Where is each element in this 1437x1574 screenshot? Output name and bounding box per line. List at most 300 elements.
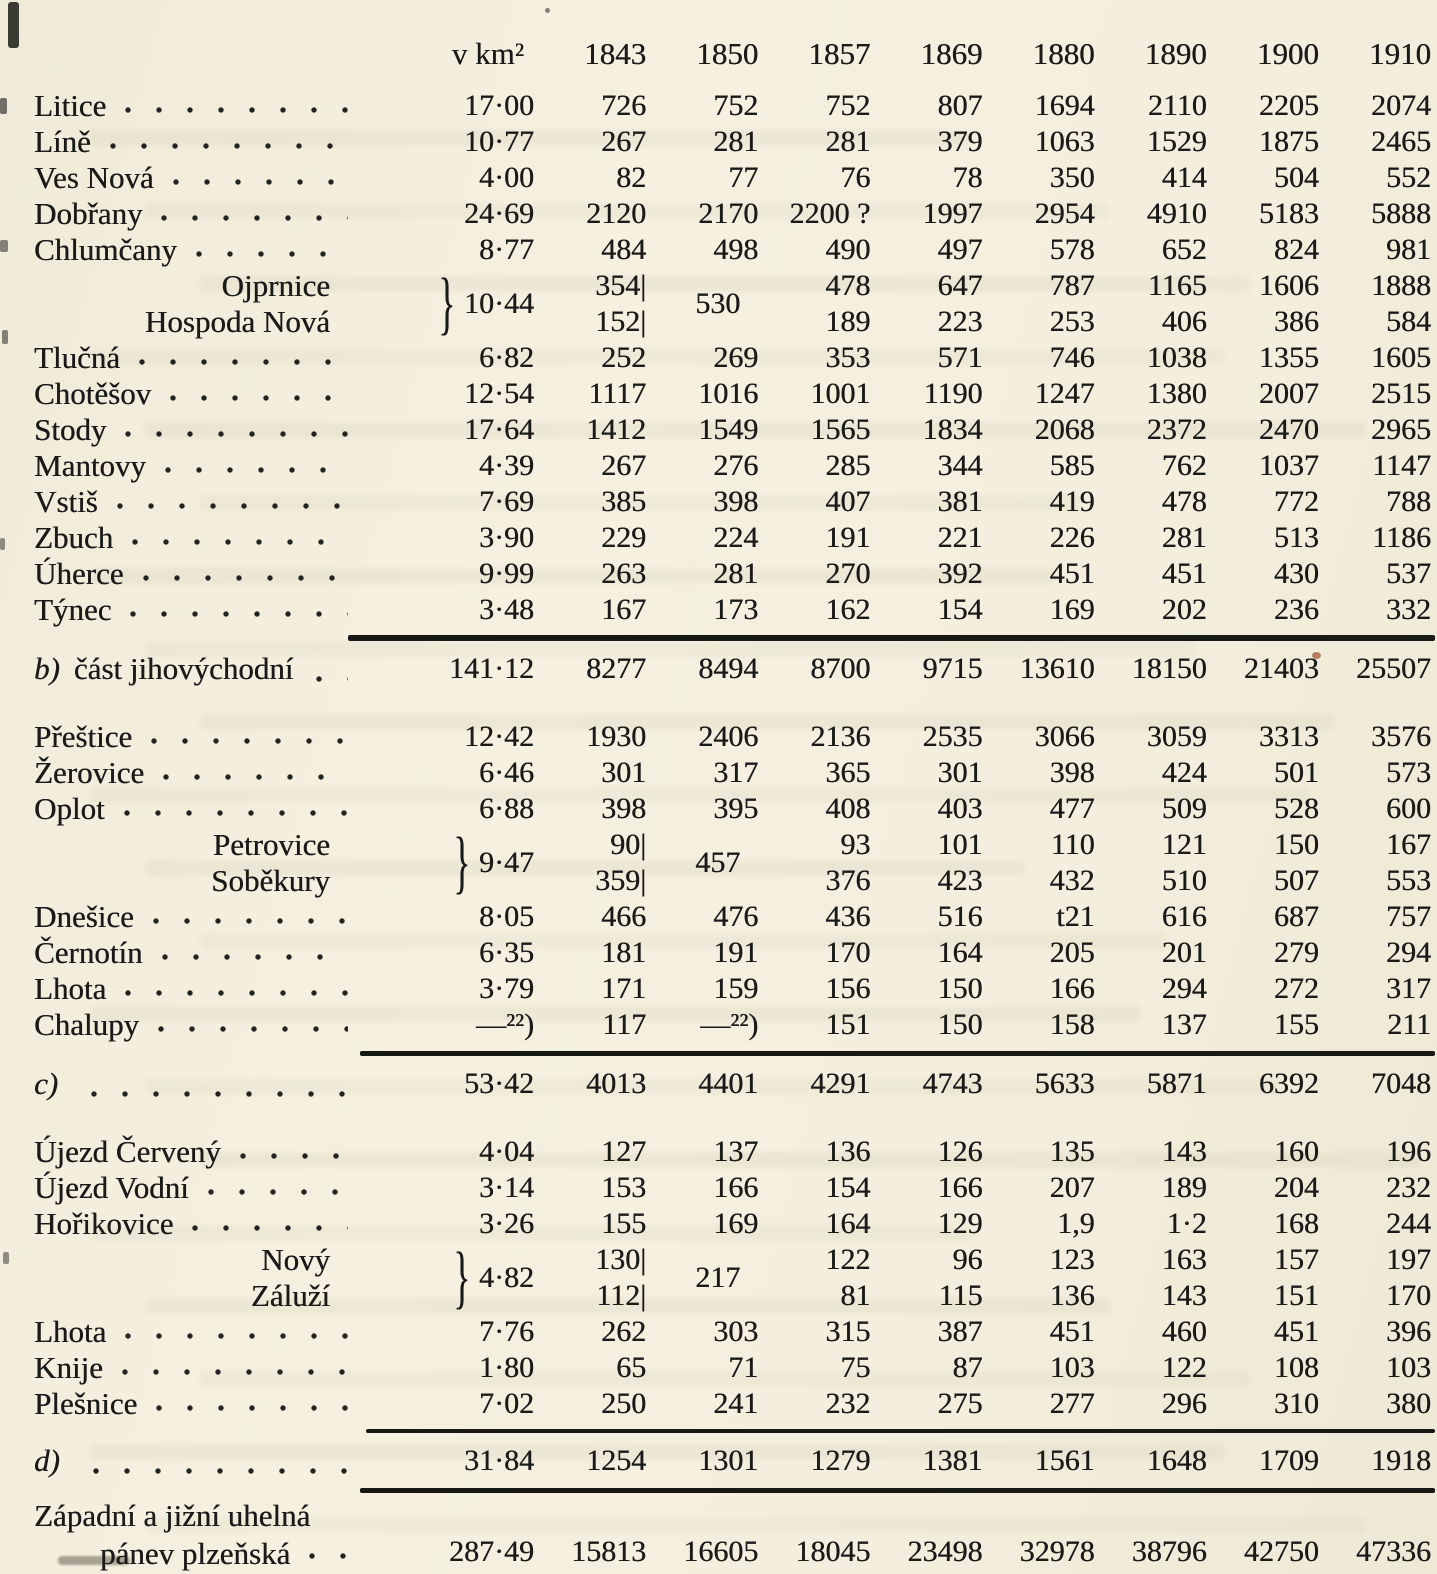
table-row [0, 971, 1437, 1007]
table-row [0, 1206, 1437, 1242]
year-column-header: 1857 [808, 36, 871, 71]
cell-value: 250 [601, 1387, 647, 1420]
cell-value: 244 [1386, 1207, 1431, 1240]
year-column-header: 1843 [584, 36, 647, 71]
cell-value: 1606 [1258, 269, 1319, 302]
table-row [0, 1007, 1437, 1043]
cell-value: 4910 [1146, 197, 1207, 230]
cell-value: 9715 [922, 652, 983, 685]
cell-value: 2965 [1371, 413, 1431, 446]
cell-value: 2465 [1371, 125, 1431, 158]
place-name: Lhota [34, 1314, 107, 1349]
cell-value: 154 [937, 593, 983, 626]
pair-first-year-cell [540, 827, 652, 899]
place-name-cell [0, 160, 360, 196]
pair-year-cell [1213, 827, 1325, 899]
cell-value: 16605 [683, 1535, 759, 1568]
cell-value: 398 [601, 792, 647, 825]
cell-value: 2372 [1146, 413, 1207, 446]
cell-value: 196 [1386, 1135, 1431, 1168]
cell-value: 171 [601, 972, 647, 1005]
table-row [0, 340, 1437, 376]
place-name-cell [0, 1350, 360, 1386]
cell-value: 8·77 [479, 233, 534, 266]
cell-value: 136 [1049, 1279, 1095, 1312]
place-name: Soběkury [211, 863, 330, 898]
place-name: Mantovy [34, 448, 146, 483]
summary-row [0, 648, 1437, 690]
cell-value: 17·64 [464, 413, 534, 446]
cell-value: 115 [938, 1279, 983, 1312]
cell-value: 167 [1386, 828, 1431, 861]
cell-value: 294 [1161, 972, 1207, 1005]
table-row [0, 755, 1437, 791]
table-body [0, 88, 1437, 1572]
cell-value: 207 [1049, 1171, 1095, 1204]
cell-value: 513 [1273, 521, 1319, 554]
pair-year-cell [876, 268, 988, 340]
cell-value: 398 [1049, 756, 1095, 789]
pair-year-cell [764, 827, 876, 899]
cell-value: 2535 [922, 720, 983, 753]
cell-value: 1063 [1034, 125, 1095, 158]
cell-value: 478 [1161, 485, 1207, 518]
year-column-header: 1900 [1256, 36, 1319, 71]
place-name: Dnešice [34, 899, 134, 934]
dot-leader [138, 358, 348, 366]
table-row [0, 376, 1437, 412]
section-gap [0, 690, 1437, 719]
cell-value: 726 [601, 89, 647, 122]
cell-value: 2074 [1371, 89, 1431, 122]
table-row [0, 232, 1437, 268]
cell-value: 2406 [698, 720, 759, 753]
place-name-cell [0, 556, 360, 592]
cell-value: 354| [595, 269, 647, 302]
total-name-line1 [0, 1498, 1437, 1532]
cell-value: 578 [1049, 233, 1095, 266]
cell-value: 317 [1386, 972, 1431, 1005]
cell-value: 15813 [571, 1535, 647, 1568]
cell-value: 241 [713, 1387, 759, 1420]
brace-glyph: } [438, 265, 456, 342]
cell-value: 419 [1049, 485, 1095, 518]
cell-value: 9·47 [479, 846, 534, 879]
cell-value: 87 [952, 1351, 983, 1384]
cell-value: 270 [825, 557, 871, 590]
paired-rows [0, 265, 1437, 342]
cell-value: 281 [1161, 521, 1207, 554]
cell-value: 189 [1161, 1171, 1207, 1204]
cell-value: 5888 [1371, 197, 1431, 230]
cell-value: 169 [713, 1207, 759, 1240]
pair-merged-cell [652, 1242, 764, 1314]
cell-value: 150 [937, 972, 983, 1005]
year-column-header: 1910 [1369, 36, 1431, 71]
cell-value: 71 [728, 1351, 759, 1384]
cell-value: 1001 [810, 377, 871, 410]
cell-value: 263 [601, 557, 647, 590]
pair-year-cell [1101, 1242, 1213, 1314]
place-name-cell [0, 755, 360, 791]
cell-value: 451 [1273, 1315, 1319, 1348]
cell-value: 451 [1161, 557, 1207, 590]
place-name: Týnec [34, 592, 112, 627]
cell-value: 2120 [586, 197, 647, 230]
dot-leader [129, 610, 348, 618]
cell-value: 170 [825, 936, 871, 969]
place-name: Záluží [250, 1278, 330, 1313]
pair-year-cell [1325, 827, 1437, 899]
cell-value: 6·82 [479, 341, 534, 374]
cell-value: 197 [1386, 1243, 1431, 1276]
cell-value: 7048 [1371, 1067, 1431, 1100]
cell-value: 460 [1161, 1315, 1207, 1348]
cell-value: 121 [1161, 828, 1207, 861]
cell-value: 137 [1161, 1008, 1207, 1041]
cell-value: —²²) [476, 1008, 534, 1041]
cell-value: 386 [1273, 305, 1319, 338]
cell-value: 1412 [586, 413, 647, 446]
place-name-cell [0, 1134, 360, 1170]
cell-value: 600 [1386, 792, 1431, 825]
paired-rows [0, 824, 1437, 901]
cell-value: 752 [713, 89, 759, 122]
cell-value: 530 [695, 287, 741, 320]
cell-value: 157 [1273, 1243, 1319, 1276]
pair-year-cell [764, 268, 876, 340]
cell-value: 537 [1386, 557, 1431, 590]
cell-value: 141·12 [449, 652, 534, 685]
cell-value: 4743 [922, 1067, 983, 1100]
cell-value: 38796 [1131, 1535, 1207, 1568]
rule-line [360, 1488, 1435, 1493]
cell-value: 78 [952, 161, 983, 194]
cell-value: 31·84 [464, 1444, 534, 1477]
cell-value: 1930 [586, 720, 647, 753]
pair-first-year-cell [540, 1242, 652, 1314]
total-name: Západní a jižní uhelná [34, 1498, 311, 1533]
cell-value: 155 [1273, 1008, 1319, 1041]
brace-glyph: } [453, 824, 471, 901]
cell-value: 217 [695, 1261, 741, 1294]
table-header-row [0, 28, 1437, 72]
cell-value: 424 [1161, 756, 1207, 789]
cell-value: 365 [825, 756, 871, 789]
summary-prefix: d) [34, 1443, 60, 1478]
cell-value: 103 [1049, 1351, 1095, 1384]
table-row [0, 592, 1437, 628]
cell-value: 2110 [1147, 89, 1207, 122]
table-row [0, 520, 1437, 556]
pair-name-line [261, 1242, 360, 1278]
cell-value: 1·2 [1166, 1207, 1207, 1240]
cell-value: 6·35 [479, 936, 534, 969]
cell-value: 173 [713, 593, 759, 626]
cell-value: 76 [840, 161, 871, 194]
table-row [0, 88, 1437, 124]
cell-value: 8494 [698, 652, 759, 685]
place-name-cell [0, 484, 360, 520]
cell-value: 2200 ? [789, 197, 871, 230]
cell-value: 4291 [810, 1067, 871, 1100]
cell-value: 430 [1273, 557, 1319, 590]
place-name-cell [0, 196, 360, 232]
cell-value: 552 [1386, 161, 1431, 194]
place-name-cell [0, 124, 360, 160]
cell-value: 414 [1161, 161, 1207, 194]
total-name-cell [0, 1536, 360, 1572]
summary-prefix: c) [34, 1066, 59, 1101]
dot-leader [124, 430, 348, 438]
cell-value: 3059 [1146, 720, 1207, 753]
cell-value: 380 [1386, 1387, 1431, 1420]
cell-value: 159 [713, 972, 759, 1005]
cell-value: 1529 [1146, 125, 1207, 158]
cell-value: t21 [1056, 900, 1095, 933]
cell-value: 432 [1049, 864, 1095, 897]
cell-value: 232 [825, 1387, 871, 1420]
place-name-cell [0, 791, 360, 827]
place-name-cell [0, 448, 360, 484]
cell-value: 201 [1161, 936, 1207, 969]
cell-value: 155 [601, 1207, 647, 1240]
cell-value: 466 [601, 900, 647, 933]
dot-leader [109, 142, 348, 150]
cell-value: 4·00 [479, 161, 534, 194]
cell-value: 108 [1273, 1351, 1319, 1384]
cell-value: 3576 [1371, 720, 1431, 753]
dot-leader [131, 538, 348, 546]
cell-value: 350 [1049, 161, 1095, 194]
cell-value: 191 [825, 521, 871, 554]
cell-value: 772 [1273, 485, 1319, 518]
cell-value: 17·00 [464, 89, 534, 122]
pair-name-line [145, 304, 360, 340]
place-name-cell [0, 1170, 360, 1206]
cell-value: 423 [937, 864, 983, 897]
cell-value: 224 [713, 521, 759, 554]
pair-year-cell [764, 1242, 876, 1314]
cell-value: 1186 [1372, 521, 1431, 554]
cell-value: 170 [1386, 1279, 1431, 1312]
cell-value: 12·54 [464, 377, 534, 410]
cell-value: 294 [1386, 936, 1431, 969]
table-row [0, 899, 1437, 935]
cell-value: 1380 [1146, 377, 1207, 410]
pair-year-cell [1325, 1242, 1437, 1314]
pair-year-cell [876, 827, 988, 899]
cell-value: 168 [1273, 1207, 1319, 1240]
place-name: Černotín [34, 935, 143, 970]
table-row [0, 124, 1437, 160]
table-row [0, 791, 1437, 827]
cell-value: 103 [1386, 1351, 1431, 1384]
cell-value: 1875 [1258, 125, 1319, 158]
cell-value: 652 [1161, 233, 1207, 266]
cell-value: 1·80 [479, 1351, 534, 1384]
cell-value: 10·44 [464, 287, 534, 320]
dot-leader [162, 773, 348, 781]
cell-value: 7·76 [479, 1315, 534, 1348]
pair-year-cell [989, 827, 1101, 899]
cell-value: 788 [1386, 485, 1431, 518]
cell-value: 285 [825, 449, 871, 482]
summary-label: část jihovýchodní [73, 651, 294, 686]
place-name: Oplot [34, 791, 105, 826]
summary-row [0, 1063, 1437, 1105]
cell-value: 1605 [1371, 341, 1431, 374]
cell-value: 281 [825, 125, 871, 158]
cell-value: 824 [1273, 233, 1319, 266]
cell-value: 96 [952, 1243, 983, 1276]
place-name: Žerovice [34, 755, 145, 790]
cell-value: 221 [937, 521, 983, 554]
cell-value: 136 [825, 1135, 871, 1168]
grand-total-block [0, 1498, 1437, 1572]
dot-leader [315, 675, 348, 683]
place-name-cell [0, 412, 360, 448]
place-name: Přeštice [34, 719, 133, 754]
pair-merged-cell [652, 827, 764, 899]
cell-value: 395 [713, 792, 759, 825]
cell-value: 23498 [907, 1535, 983, 1568]
cell-value: 189 [825, 305, 871, 338]
cell-value: 181 [601, 936, 647, 969]
cell-value: 571 [937, 341, 983, 374]
cell-value: 1694 [1034, 89, 1095, 122]
cell-value: 1834 [922, 413, 983, 446]
place-name: Tlučná [34, 340, 121, 375]
cell-value: 484 [601, 233, 647, 266]
rule-line [348, 635, 1435, 641]
cell-value: 301 [601, 756, 647, 789]
dot-leader [169, 394, 348, 402]
cell-value: 332 [1386, 593, 1431, 626]
place-name: Hořikovice [34, 1206, 174, 1241]
dot-leader [142, 574, 349, 582]
cell-value: 129 [937, 1207, 983, 1240]
place-name-cell [0, 1206, 360, 1242]
cell-value: 2170 [698, 197, 759, 230]
place-name: Líně [34, 124, 91, 159]
dot-leader [92, 1467, 348, 1475]
cell-value: 122 [825, 1243, 871, 1276]
cell-value: 3·26 [479, 1207, 534, 1240]
cell-value: —²²) [700, 1008, 759, 1041]
cell-value: 407 [825, 485, 871, 518]
table-row [0, 448, 1437, 484]
place-name-cell [0, 232, 360, 268]
dot-leader [124, 106, 348, 114]
total-name: pánev plzeňská [100, 1536, 291, 1571]
table-row [0, 484, 1437, 520]
cell-value: 18045 [795, 1535, 871, 1568]
dot-leader [160, 214, 348, 222]
cell-value: 160 [1273, 1135, 1319, 1168]
cell-value: 1117 [588, 377, 647, 410]
pair-year-cell [1213, 268, 1325, 340]
pair-year-cell [876, 1242, 988, 1314]
cell-value: 137 [713, 1135, 759, 1168]
pair-name-line [213, 827, 360, 863]
summary-name-cell [0, 1443, 360, 1479]
rule-line [366, 1429, 1435, 1433]
cell-value: 981 [1386, 233, 1431, 266]
place-name: Dobřany [34, 196, 143, 231]
cell-value: 232 [1386, 1171, 1431, 1204]
cell-value: 504 [1273, 161, 1319, 194]
cell-value: 152| [595, 305, 647, 338]
cell-value: 154 [825, 1171, 871, 1204]
dot-leader [157, 1025, 348, 1033]
dot-leader [191, 1224, 348, 1232]
cell-value: 1918 [1371, 1444, 1431, 1477]
pair-year-cell [989, 268, 1101, 340]
pair-first-year-cell [540, 268, 652, 340]
cell-value: 6·46 [479, 756, 534, 789]
cell-value: 303 [713, 1315, 759, 1348]
section-rule [0, 1043, 1437, 1063]
dot-leader [172, 178, 348, 186]
dot-leader [124, 1332, 348, 1340]
cell-value: 2515 [1371, 377, 1431, 410]
cell-value: 3·48 [479, 593, 534, 626]
dot-leader [155, 1404, 348, 1412]
pair-year-cell [1325, 268, 1437, 340]
cell-value: 143 [1161, 1135, 1207, 1168]
cell-value: 1,9 [1057, 1207, 1095, 1240]
cell-value: 101 [937, 828, 983, 861]
cell-value: 2068 [1034, 413, 1095, 446]
cell-value: 150 [937, 1008, 983, 1041]
pair-area-cell [360, 824, 540, 901]
cell-value: 117 [602, 1008, 647, 1041]
place-name: Petrovice [212, 827, 330, 862]
cell-value: 110 [1050, 828, 1095, 861]
cell-value: 166 [937, 1171, 983, 1204]
cell-value: 3·14 [479, 1171, 534, 1204]
cell-value: 1888 [1371, 269, 1431, 302]
dot-leader [152, 917, 348, 925]
cell-value: 807 [937, 89, 983, 122]
pair-year-cell [989, 1242, 1101, 1314]
cell-value: 6392 [1258, 1067, 1319, 1100]
place-name-cell [0, 592, 360, 628]
cell-value: 153 [601, 1171, 647, 1204]
dot-leader [161, 953, 349, 961]
year-column-header: 1850 [696, 36, 759, 71]
cell-value: 528 [1273, 792, 1319, 825]
pair-names-cell [0, 268, 360, 340]
cell-value: 507 [1273, 864, 1319, 897]
cell-value: 436 [825, 900, 871, 933]
cell-value: 163 [1161, 1243, 1207, 1276]
cell-value: 1648 [1146, 1444, 1207, 1477]
cell-value: 752 [825, 89, 871, 122]
pair-merged-cell [652, 268, 764, 340]
dot-leader [116, 502, 348, 510]
cell-value: 279 [1273, 936, 1319, 969]
summary-row [0, 1440, 1437, 1482]
cell-value: 8700 [810, 652, 871, 685]
cell-value: 269 [713, 341, 759, 374]
cell-value: 253 [1049, 305, 1095, 338]
cell-value: 4·82 [479, 1261, 534, 1294]
cell-value: 10·77 [464, 125, 534, 158]
dot-leader [90, 1090, 348, 1098]
cell-value: 32978 [1019, 1535, 1095, 1568]
